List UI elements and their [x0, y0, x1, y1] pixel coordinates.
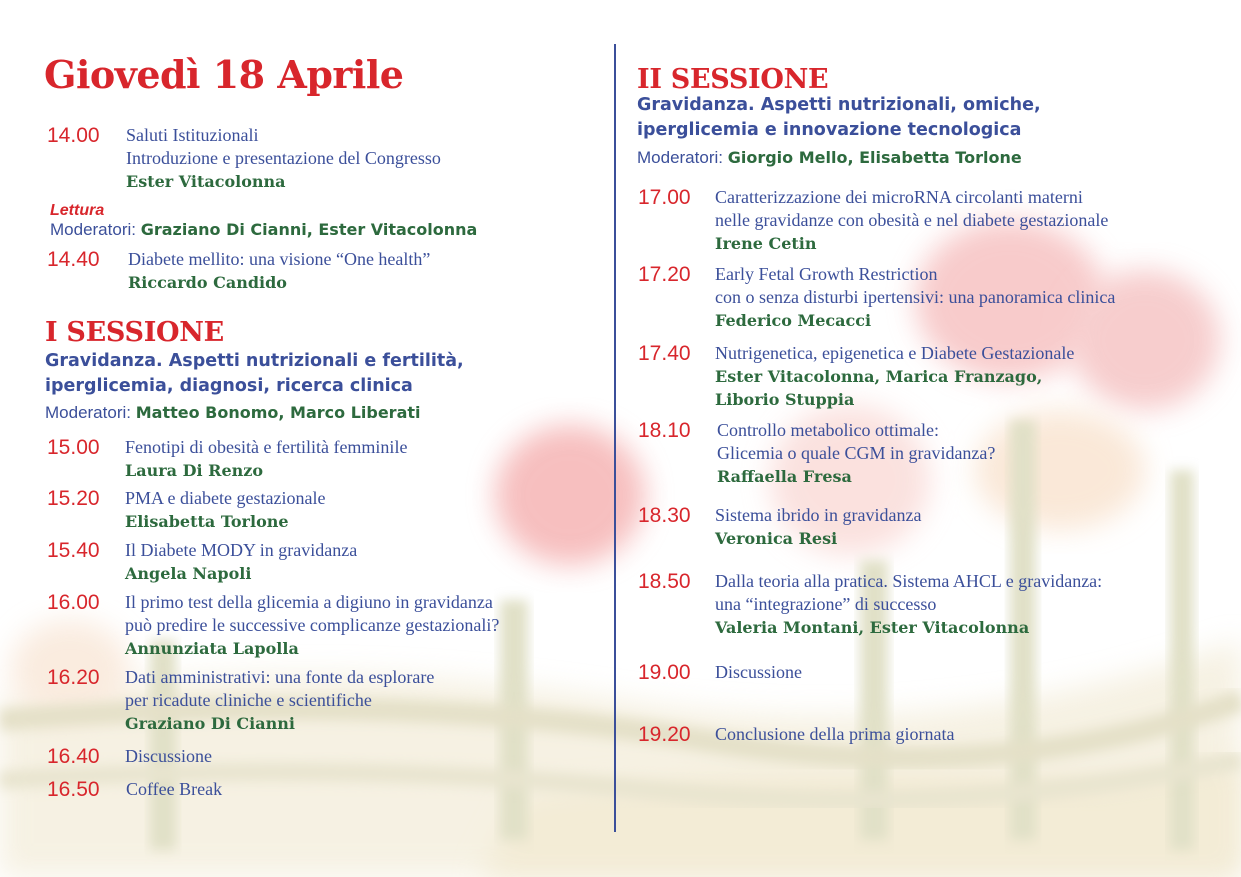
item-time: 19.00	[638, 661, 691, 684]
session-subtitle	[45, 349, 464, 399]
item-title-line: Sistema ibrido in gravidanza	[715, 505, 922, 525]
item-speaker: Veronica Resi	[715, 529, 838, 548]
item-time: 19.20	[638, 723, 691, 746]
item-speaker: Graziano Di Cianni	[125, 714, 295, 733]
session-moderators	[637, 148, 1022, 168]
item-time: 17.40	[638, 342, 691, 365]
item-title-line: Conclusione della prima giornata	[715, 724, 955, 744]
item-title-line: Fenotipi di obesità e fertilità femminile	[125, 437, 408, 457]
item-time: 18.50	[638, 570, 691, 593]
item-title-line: Early Fetal Growth Restriction	[715, 264, 938, 284]
day-title: Giovedì 18 Aprile	[44, 52, 404, 97]
item-title-line: Saluti Istituzionali	[126, 125, 259, 145]
item-title-line: Glicemia o quale CGM in gravidanza?	[717, 443, 996, 463]
session-title: I SESSIONE	[45, 317, 224, 348]
item-time: 14.40	[47, 248, 100, 271]
session-subtitle-line: Gravidanza. Aspetti nutrizionali, omiche,	[637, 95, 1041, 115]
item-title-line: Discussione	[715, 662, 802, 682]
session-subtitle	[637, 93, 1041, 143]
moderators-label: Moderatori:	[637, 148, 723, 167]
item-title-line: Nutrigenetica, epigenetica e Diabete Gestazionale	[715, 343, 1075, 363]
session-moderators	[45, 403, 421, 423]
item-title-line: Caratterizzazione dei microRNA circolanti materni	[715, 187, 1083, 207]
item-speaker: Federico Mecacci	[715, 311, 872, 330]
item-title-line: Diabete mellito: una visione “One health”	[128, 249, 431, 269]
session-subtitle-line: Gravidanza. Aspetti nutrizionali e fertilità,	[45, 351, 464, 371]
item-speaker: Ester Vitacolonna, Marica Franzago,	[715, 367, 1043, 386]
item-time: 16.50	[47, 778, 100, 801]
item-title-line: Coffee Break	[126, 779, 223, 799]
item-time: 18.10	[638, 419, 691, 442]
item-speaker: Liborio Stuppia	[715, 390, 855, 409]
item-time: 16.00	[47, 591, 100, 614]
item-time: 15.00	[47, 436, 100, 459]
item-title-line: Il primo test della glicemia a digiuno in gravidanza	[125, 592, 493, 612]
item-time: 18.30	[638, 504, 691, 527]
lettura-moderators	[50, 220, 477, 240]
item-time: 14.00	[47, 124, 100, 147]
item-title-line: può predire le successive complicanze gestazionali?	[125, 615, 500, 635]
item-title-line: Controllo metabolico ottimale:	[717, 420, 939, 440]
item-speaker: Riccardo Candido	[128, 273, 287, 292]
item-title-line: una “integrazione” di successo	[715, 594, 937, 614]
item-speaker: Ester Vitacolonna	[126, 172, 286, 191]
item-time: 17.20	[638, 263, 691, 286]
item-title-line: Dati amministrativi: una fonte da esplorare	[125, 667, 435, 687]
item-speaker: Elisabetta Torlone	[125, 512, 289, 531]
item-speaker: Laura Di Renzo	[125, 461, 264, 480]
session-subtitle-line: iperglicemia e innovazione tecnologica	[637, 120, 1022, 140]
item-time: 16.20	[47, 666, 100, 689]
item-time: 17.00	[638, 186, 691, 209]
item-speaker: Irene Cetin	[715, 234, 817, 253]
item-speaker: Valeria Montani, Ester Vitacolonna	[715, 618, 1030, 637]
item-time: 15.40	[47, 539, 100, 562]
moderators-names: Matteo Bonomo, Marco Liberati	[135, 403, 421, 422]
moderators-names: Graziano Di Cianni, Ester Vitacolonna	[140, 220, 478, 239]
moderators-label: Moderatori:	[45, 403, 131, 422]
item-time: 15.20	[47, 487, 100, 510]
item-title-line: con o senza disturbi ipertensivi: una panoramica clinica	[715, 287, 1116, 307]
session-subtitle-line: iperglicemia, diagnosi, ricerca clinica	[45, 376, 413, 396]
item-speaker: Angela Napoli	[125, 564, 252, 583]
item-title-line: Dalla teoria alla pratica. Sistema AHCL e gravidanza:	[715, 571, 1103, 591]
moderators-label: Moderatori:	[50, 220, 136, 239]
lettura-label: Lettura	[50, 202, 105, 219]
moderators-names: Giorgio Mello, Elisabetta Torlone	[727, 148, 1022, 167]
item-speaker: Raffaella Fresa	[717, 467, 852, 486]
item-title-line: Il Diabete MODY in gravidanza	[125, 540, 358, 560]
session-title: II SESSIONE	[637, 64, 829, 95]
item-title-line: Discussione	[125, 746, 212, 766]
item-title-line: Introduzione e presentazione del Congresso	[126, 148, 441, 168]
item-title-line: nelle gravidanze con obesità e nel diabete gestazionale	[715, 210, 1109, 230]
item-speaker: Annunziata Lapolla	[125, 639, 299, 658]
item-title-line: PMA e diabete gestazionale	[125, 488, 326, 508]
item-title-line: per ricadute cliniche e scientifiche	[125, 690, 372, 710]
item-time: 16.40	[47, 745, 100, 768]
